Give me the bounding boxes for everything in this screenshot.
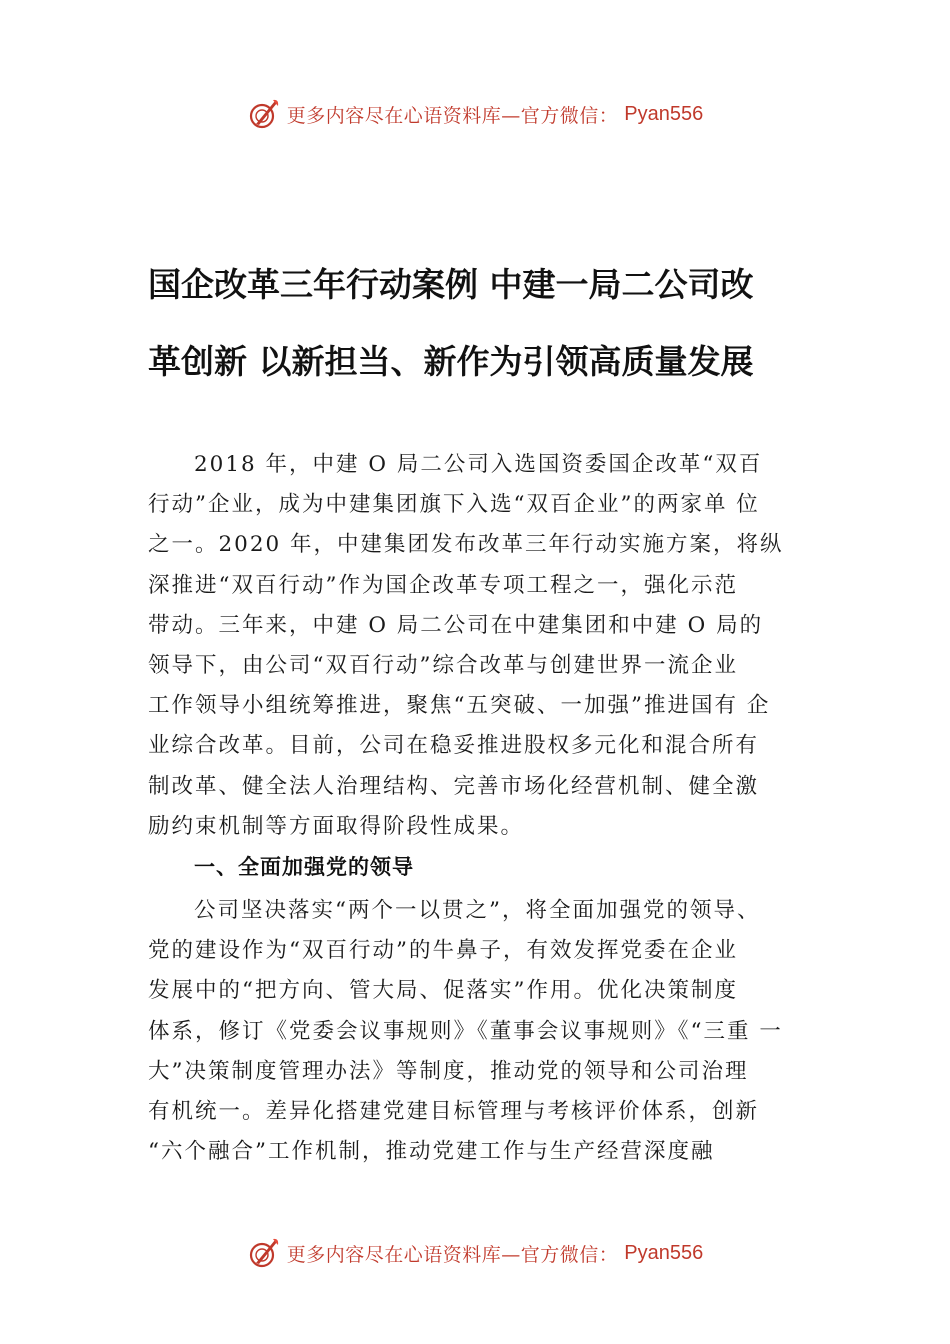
paragraph-line: 带动。三年来，中建 O 局二公司在中建集团和中建 O 局的 (148, 612, 764, 638)
paragraph-line: 工作领导小组统筹推进，聚焦“五突破、一加强”推进国有 企 (148, 693, 771, 719)
paragraph-line: 励约束机制等方面取得阶段性成果。 (148, 813, 525, 839)
paragraph-line: 制改革、健全法人治理结构、完善市场化经营机制、健全激 (148, 773, 760, 799)
paragraph-line: “六个融合”工作机制，推动党建工作与生产经营深度融 (148, 1139, 715, 1165)
quill-logo-icon (247, 1236, 281, 1270)
paragraph-line: 体系，修订《党委会议事规则》《董事会议事规则》《“三重 一 (148, 1018, 783, 1044)
watermark-wechat-id: Pyan556 (624, 1241, 704, 1264)
document-title (148, 246, 808, 400)
paragraph-line: 有机统一。差异化搭建党建目标管理与考核评价体系，创新 (148, 1099, 760, 1125)
paragraph-line: 2018 年，中建 O 局二公司入选国资委国企改革“双百 (194, 452, 763, 477)
header-watermark (0, 94, 950, 134)
paragraph-line: 公司坚决落实“两个一以贯之”，将全面加强党的领导、 (194, 898, 761, 923)
paragraph-line: 行动”企业，成为中建集团旗下入选“双百企业”的两家单 位 (148, 492, 760, 518)
intro-paragraph (148, 445, 806, 847)
paragraph-line: 之一。2020 年，中建集团发布改革三年行动实施方案，将纵 (148, 532, 784, 558)
section-paragraph (148, 891, 806, 1172)
quill-logo-icon (247, 97, 281, 131)
paragraph-line: 发展中的“把方向、管大局、促落实”作用。优化决策制度 (148, 978, 738, 1004)
paragraph-line: 大”决策制度管理办法》等制度，推动党的领导和公司治理 (148, 1058, 749, 1084)
title-line: 革创新 以新担当、新作为引领高质量发展 (148, 342, 754, 381)
watermark-wechat-id: Pyan556 (624, 102, 704, 125)
paragraph-line: 党的建设作为“双百行动”的牛鼻子，有效发挥党委在企业 (148, 938, 738, 964)
paragraph-line: 领导下，由公司“双百行动”综合改革与创建世界一流企业 (148, 653, 738, 679)
paragraph-line: 深推进“双百行动”作为国企改革专项工程之一，强化示范 (148, 572, 738, 598)
paragraph-line: 业综合改革。目前，公司在稳妥推进股权多元化和混合所有 (148, 733, 760, 759)
watermark-text: 更多内容尽在心语资料库—官方微信： (286, 104, 619, 127)
title-line: 国企改革三年行动案例 中建一局二公司改 (148, 265, 754, 304)
footer-watermark (0, 1233, 950, 1273)
section-heading: 一、全面加强党的领导 (194, 855, 414, 879)
watermark-text: 更多内容尽在心语资料库—官方微信： (286, 1243, 619, 1266)
